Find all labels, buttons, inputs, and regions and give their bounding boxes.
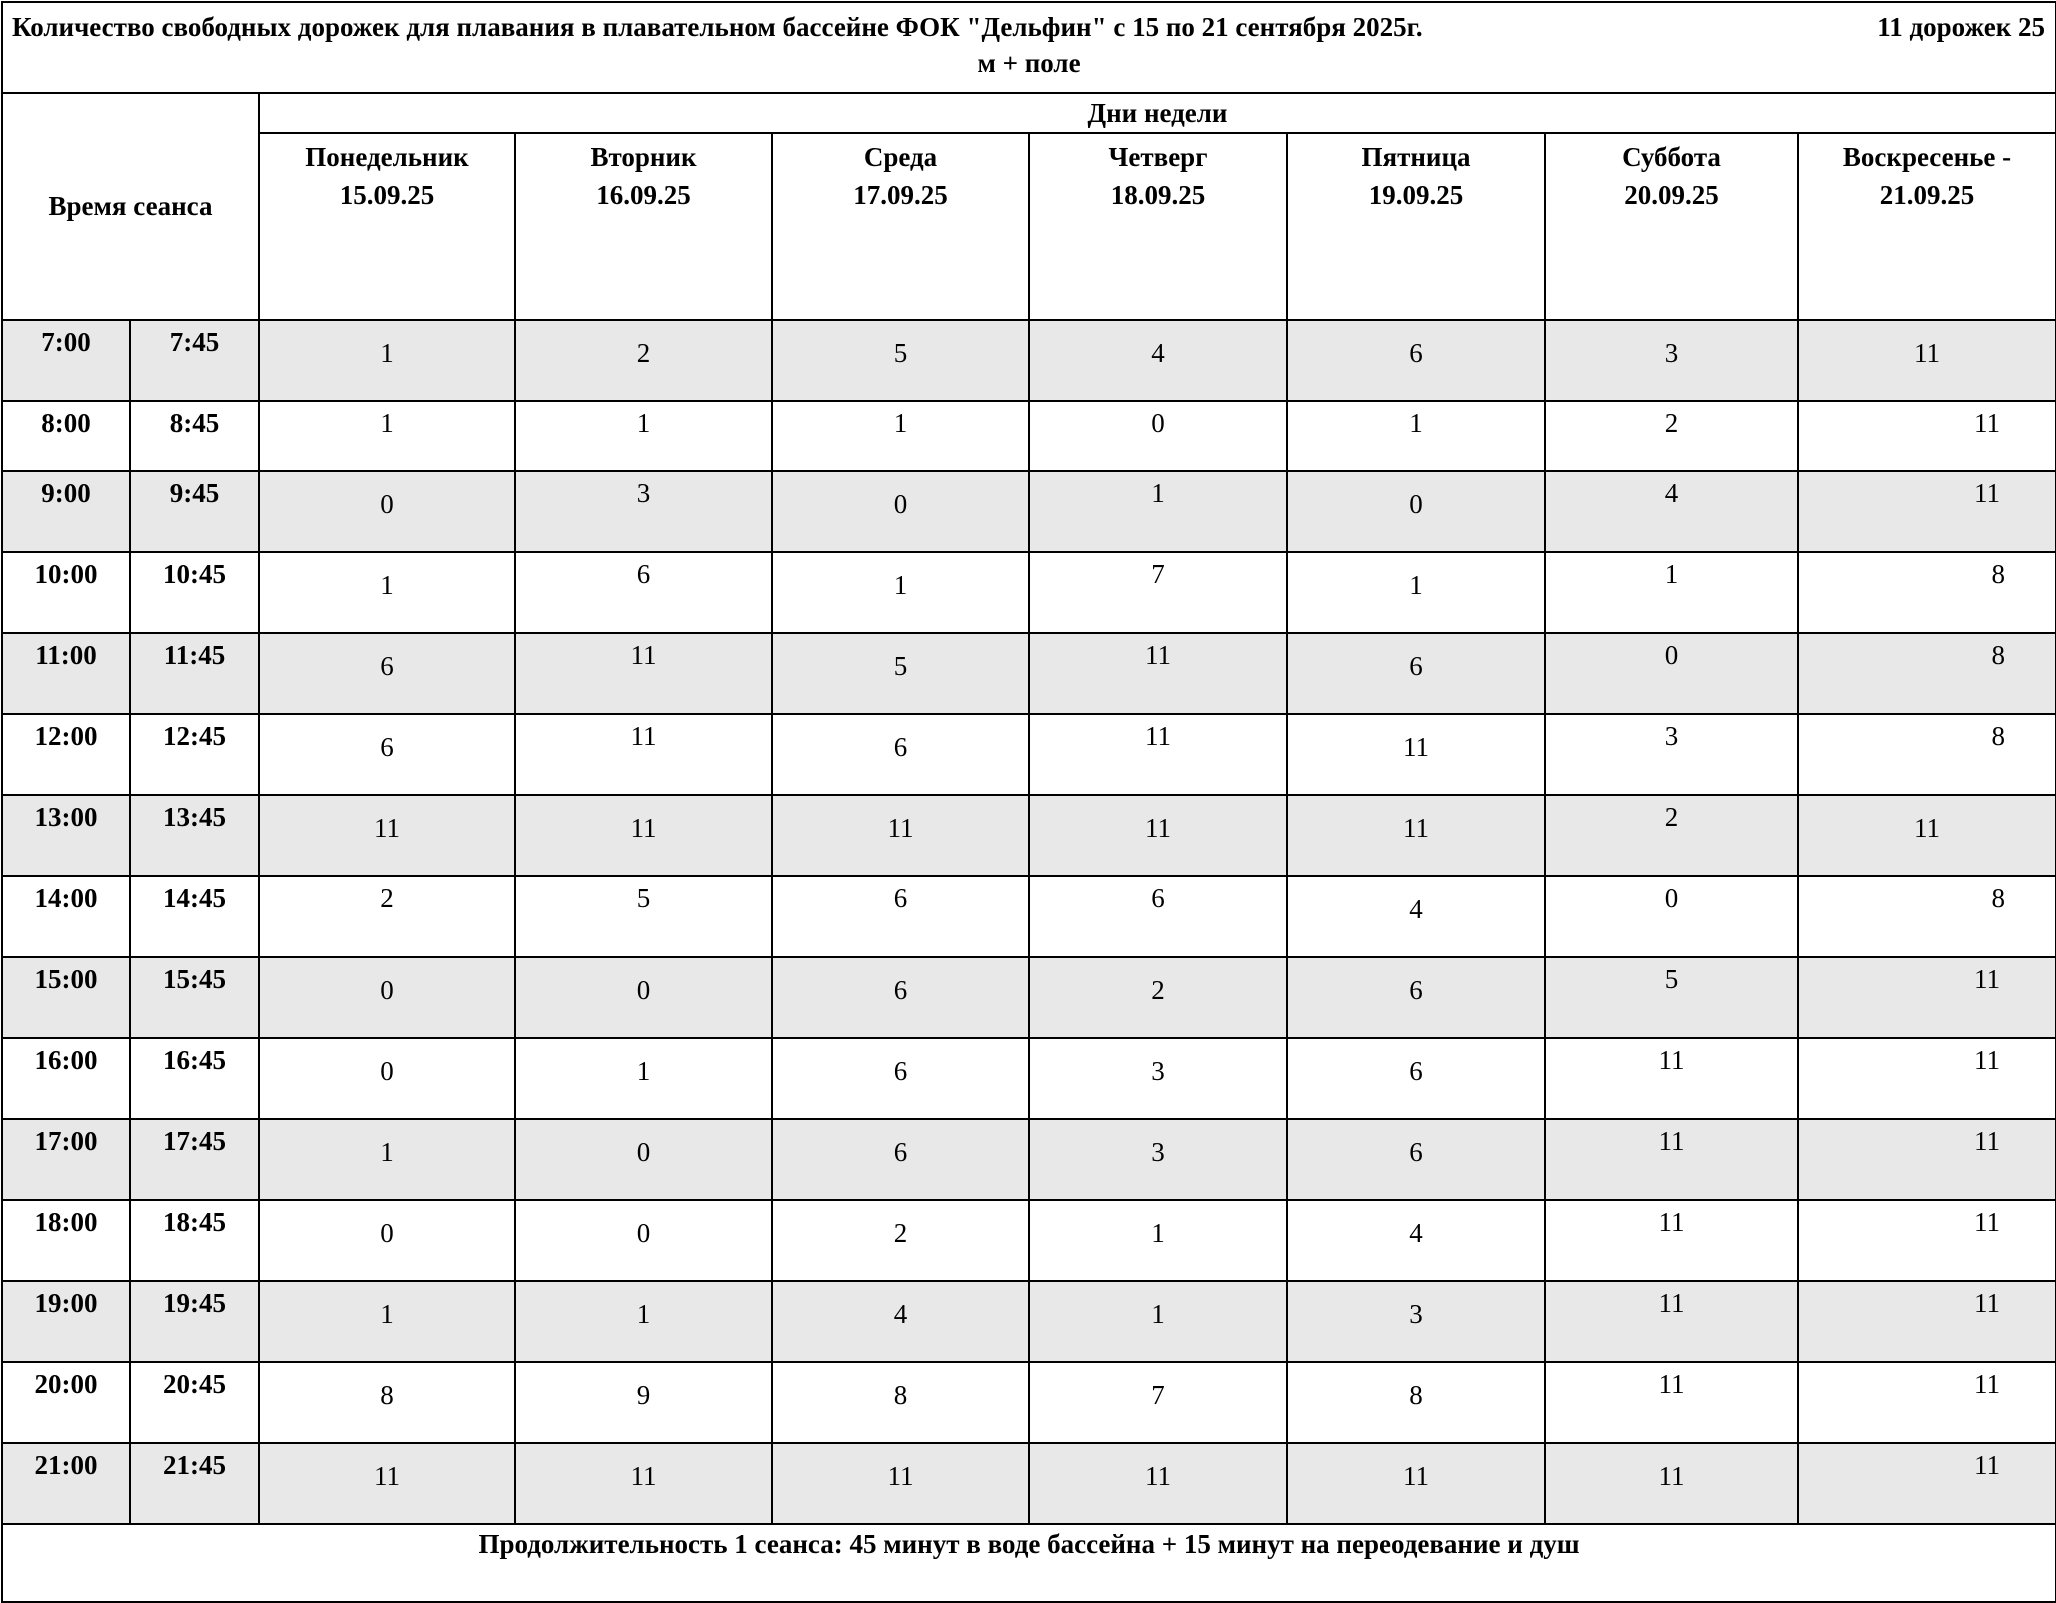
free-lanes-cell: 11 bbox=[772, 1443, 1029, 1524]
day-date: 20.09.25 bbox=[1624, 180, 1719, 210]
free-lanes-cell: 1 bbox=[515, 401, 772, 471]
session-row bbox=[2, 876, 2056, 957]
free-lanes-cell: 11 bbox=[1287, 795, 1545, 876]
free-lanes-cell: 1 bbox=[259, 320, 515, 401]
session-end-time: 12:45 bbox=[130, 714, 259, 795]
free-lanes-cell: 6 bbox=[772, 957, 1029, 1038]
day-date: 16.09.25 bbox=[596, 180, 691, 210]
day-name: Понедельник bbox=[305, 142, 469, 172]
session-row bbox=[2, 633, 2056, 714]
free-lanes-cell: 11 bbox=[515, 1443, 772, 1524]
session-start-time: 18:00 bbox=[2, 1200, 130, 1281]
free-lanes-cell: 11 bbox=[1798, 1119, 2056, 1200]
free-lanes-cell: 6 bbox=[1287, 957, 1545, 1038]
free-lanes-cell: 11 bbox=[1545, 1362, 1798, 1443]
day-header-2 bbox=[515, 133, 772, 320]
session-end-time: 14:45 bbox=[130, 876, 259, 957]
free-lanes-cell: 0 bbox=[259, 1038, 515, 1119]
free-lanes-cell: 6 bbox=[772, 714, 1029, 795]
free-lanes-cell: 11 bbox=[1545, 1200, 1798, 1281]
session-start-time: 7:00 bbox=[2, 320, 130, 401]
free-lanes-cell: 0 bbox=[515, 957, 772, 1038]
session-end-time: 13:45 bbox=[130, 795, 259, 876]
free-lanes-cell: 6 bbox=[772, 1119, 1029, 1200]
day-date: 15.09.25 bbox=[339, 180, 435, 210]
free-lanes-cell: 6 bbox=[1287, 1119, 1545, 1200]
day-header-5 bbox=[1287, 133, 1545, 320]
free-lanes-cell: 1 bbox=[259, 1119, 515, 1200]
session-start-time: 11:00 bbox=[2, 633, 130, 714]
session-time-header: Время сеанса bbox=[2, 93, 259, 320]
lanes-count-note: 11 дорожек 25 bbox=[1877, 12, 2046, 42]
session-end-time: 8:45 bbox=[130, 401, 259, 471]
session-start-time: 8:00 bbox=[2, 401, 130, 471]
session-start-time: 9:00 bbox=[2, 471, 130, 552]
free-lanes-cell: 1 bbox=[1287, 401, 1545, 471]
free-lanes-cell: 11 bbox=[1798, 401, 2056, 471]
session-duration-note: Продолжительность 1 сеанса: 45 минут в воде бассейна + 15 минут на переодевание и душ bbox=[2, 1524, 2056, 1602]
free-lanes-cell: 7 bbox=[1029, 552, 1287, 633]
free-lanes-cell: 0 bbox=[515, 1200, 772, 1281]
session-end-time: 19:45 bbox=[130, 1281, 259, 1362]
session-start-time: 13:00 bbox=[2, 795, 130, 876]
free-lanes-cell: 11 bbox=[1798, 1038, 2056, 1119]
day-name: Воскресенье - bbox=[1842, 142, 2012, 172]
free-lanes-cell: 1 bbox=[772, 401, 1029, 471]
day-header-6 bbox=[1545, 133, 1798, 320]
free-lanes-cell: 5 bbox=[772, 633, 1029, 714]
free-lanes-cell: 6 bbox=[259, 633, 515, 714]
free-lanes-cell: 2 bbox=[259, 876, 515, 957]
free-lanes-cell: 6 bbox=[1287, 633, 1545, 714]
free-lanes-cell: 8 bbox=[1798, 714, 2056, 795]
session-start-time: 20:00 bbox=[2, 1362, 130, 1443]
free-lanes-cell: 11 bbox=[259, 1443, 515, 1524]
free-lanes-cell: 11 bbox=[1287, 1443, 1545, 1524]
free-lanes-cell: 6 bbox=[1287, 1038, 1545, 1119]
session-row bbox=[2, 1038, 2056, 1119]
session-row bbox=[2, 471, 2056, 552]
free-lanes-cell: 0 bbox=[515, 1119, 772, 1200]
free-lanes-cell: 11 bbox=[1545, 1119, 1798, 1200]
free-lanes-cell: 5 bbox=[772, 320, 1029, 401]
session-row bbox=[2, 1281, 2056, 1362]
free-lanes-cell: 1 bbox=[515, 1038, 772, 1119]
day-date: 21.09.25 bbox=[1879, 180, 1975, 210]
free-lanes-cell: 1 bbox=[1545, 552, 1798, 633]
free-lanes-cell: 11 bbox=[1287, 714, 1545, 795]
session-start-time: 12:00 bbox=[2, 714, 130, 795]
free-lanes-cell: 5 bbox=[515, 876, 772, 957]
day-name: Четверг bbox=[1108, 142, 1208, 172]
weekdays-header: Дни недели bbox=[259, 93, 2056, 133]
session-row bbox=[2, 795, 2056, 876]
session-row bbox=[2, 1119, 2056, 1200]
session-row bbox=[2, 401, 2056, 471]
free-lanes-cell: 8 bbox=[1798, 633, 2056, 714]
session-start-time: 15:00 bbox=[2, 957, 130, 1038]
session-start-time: 10:00 bbox=[2, 552, 130, 633]
free-lanes-cell: 3 bbox=[1029, 1038, 1287, 1119]
free-lanes-cell: 11 bbox=[1545, 1281, 1798, 1362]
free-lanes-cell: 4 bbox=[1287, 876, 1545, 957]
free-lanes-cell: 8 bbox=[1287, 1362, 1545, 1443]
session-row bbox=[2, 320, 2056, 401]
free-lanes-cell: 2 bbox=[1545, 795, 1798, 876]
free-lanes-cell: 4 bbox=[1029, 320, 1287, 401]
free-lanes-cell: 11 bbox=[1798, 1443, 2056, 1524]
session-start-time: 16:00 bbox=[2, 1038, 130, 1119]
free-lanes-cell: 6 bbox=[1287, 320, 1545, 401]
session-row bbox=[2, 1443, 2056, 1524]
day-date: 18.09.25 bbox=[1110, 180, 1206, 210]
day-date: 19.09.25 bbox=[1368, 180, 1464, 210]
free-lanes-cell: 2 bbox=[1545, 401, 1798, 471]
day-name: Вторник bbox=[590, 142, 697, 172]
free-lanes-cell: 4 bbox=[1287, 1200, 1545, 1281]
session-end-time: 17:45 bbox=[130, 1119, 259, 1200]
free-lanes-cell: 0 bbox=[1545, 633, 1798, 714]
free-lanes-cell: 1 bbox=[259, 552, 515, 633]
free-lanes-cell: 6 bbox=[772, 876, 1029, 957]
free-lanes-cell: 0 bbox=[259, 957, 515, 1038]
session-end-time: 15:45 bbox=[130, 957, 259, 1038]
free-lanes-cell: 8 bbox=[259, 1362, 515, 1443]
free-lanes-cell: 2 bbox=[1029, 957, 1287, 1038]
free-lanes-cell: 11 bbox=[515, 714, 772, 795]
free-lanes-cell: 11 bbox=[515, 795, 772, 876]
session-end-time: 16:45 bbox=[130, 1038, 259, 1119]
session-end-time: 21:45 bbox=[130, 1443, 259, 1524]
session-start-time: 14:00 bbox=[2, 876, 130, 957]
session-start-time: 17:00 bbox=[2, 1119, 130, 1200]
free-lanes-cell: 0 bbox=[1287, 471, 1545, 552]
free-lanes-cell: 8 bbox=[1798, 552, 2056, 633]
free-lanes-cell: 1 bbox=[772, 552, 1029, 633]
free-lanes-cell: 11 bbox=[1798, 795, 2056, 876]
free-lanes-cell: 0 bbox=[259, 1200, 515, 1281]
free-lanes-cell: 1 bbox=[259, 401, 515, 471]
lane-schedule-table bbox=[1, 1, 2056, 1603]
session-end-time: 20:45 bbox=[130, 1362, 259, 1443]
day-header-4 bbox=[1029, 133, 1287, 320]
session-end-time: 7:45 bbox=[130, 320, 259, 401]
free-lanes-cell: 11 bbox=[1029, 795, 1287, 876]
free-lanes-cell: 0 bbox=[1029, 401, 1287, 471]
free-lanes-cell: 5 bbox=[1545, 957, 1798, 1038]
free-lanes-cell: 2 bbox=[515, 320, 772, 401]
session-row bbox=[2, 714, 2056, 795]
session-start-time: 21:00 bbox=[2, 1443, 130, 1524]
day-header-3 bbox=[772, 133, 1029, 320]
title-continuation: м + поле bbox=[977, 48, 1081, 78]
free-lanes-cell: 11 bbox=[1798, 320, 2056, 401]
free-lanes-cell: 9 bbox=[515, 1362, 772, 1443]
free-lanes-cell: 1 bbox=[259, 1281, 515, 1362]
session-end-time: 9:45 bbox=[130, 471, 259, 552]
free-lanes-cell: 3 bbox=[1545, 714, 1798, 795]
free-lanes-cell: 4 bbox=[772, 1281, 1029, 1362]
free-lanes-cell: 0 bbox=[259, 471, 515, 552]
free-lanes-cell: 11 bbox=[1798, 957, 2056, 1038]
free-lanes-cell: 11 bbox=[1798, 1200, 2056, 1281]
free-lanes-cell: 7 bbox=[1029, 1362, 1287, 1443]
free-lanes-cell: 1 bbox=[1029, 1200, 1287, 1281]
free-lanes-cell: 11 bbox=[772, 795, 1029, 876]
session-end-time: 11:45 bbox=[130, 633, 259, 714]
session-row bbox=[2, 1200, 2056, 1281]
free-lanes-cell: 0 bbox=[772, 471, 1029, 552]
free-lanes-cell: 11 bbox=[1029, 714, 1287, 795]
free-lanes-cell: 11 bbox=[1545, 1038, 1798, 1119]
free-lanes-cell: 0 bbox=[1545, 876, 1798, 957]
free-lanes-cell: 8 bbox=[1798, 876, 2056, 957]
free-lanes-cell: 8 bbox=[772, 1362, 1029, 1443]
day-name: Пятница bbox=[1361, 142, 1471, 172]
free-lanes-cell: 1 bbox=[1029, 471, 1287, 552]
free-lanes-cell: 6 bbox=[1029, 876, 1287, 957]
document-title: Количество свободных дорожек для плавания в плавательном бассейне ФОК "Дельфин" с 15 по 21 сентября 2025г. bbox=[12, 12, 1423, 42]
free-lanes-cell: 6 bbox=[259, 714, 515, 795]
session-row bbox=[2, 957, 2056, 1038]
day-header-7 bbox=[1798, 133, 2056, 320]
free-lanes-cell: 1 bbox=[515, 1281, 772, 1362]
free-lanes-cell: 6 bbox=[772, 1038, 1029, 1119]
free-lanes-cell: 11 bbox=[1798, 471, 2056, 552]
free-lanes-cell: 3 bbox=[515, 471, 772, 552]
session-end-time: 18:45 bbox=[130, 1200, 259, 1281]
free-lanes-cell: 2 bbox=[772, 1200, 1029, 1281]
session-end-time: 10:45 bbox=[130, 552, 259, 633]
session-row bbox=[2, 1362, 2056, 1443]
day-name: Суббота bbox=[1622, 142, 1721, 172]
day-date: 17.09.25 bbox=[853, 180, 948, 210]
free-lanes-cell: 1 bbox=[1029, 1281, 1287, 1362]
day-header-1 bbox=[259, 133, 515, 320]
free-lanes-cell: 3 bbox=[1029, 1119, 1287, 1200]
free-lanes-cell: 4 bbox=[1545, 471, 1798, 552]
free-lanes-cell: 11 bbox=[1029, 633, 1287, 714]
free-lanes-cell: 11 bbox=[1798, 1281, 2056, 1362]
day-name: Среда bbox=[863, 142, 938, 172]
free-lanes-cell: 11 bbox=[259, 795, 515, 876]
title-cell bbox=[2, 2, 2056, 93]
free-lanes-cell: 11 bbox=[1545, 1443, 1798, 1524]
free-lanes-cell: 6 bbox=[515, 552, 772, 633]
free-lanes-cell: 11 bbox=[1029, 1443, 1287, 1524]
free-lanes-cell: 3 bbox=[1545, 320, 1798, 401]
free-lanes-cell: 11 bbox=[1798, 1362, 2056, 1443]
free-lanes-cell: 11 bbox=[515, 633, 772, 714]
session-start-time: 19:00 bbox=[2, 1281, 130, 1362]
free-lanes-cell: 3 bbox=[1287, 1281, 1545, 1362]
free-lanes-cell: 1 bbox=[1287, 552, 1545, 633]
session-row bbox=[2, 552, 2056, 633]
